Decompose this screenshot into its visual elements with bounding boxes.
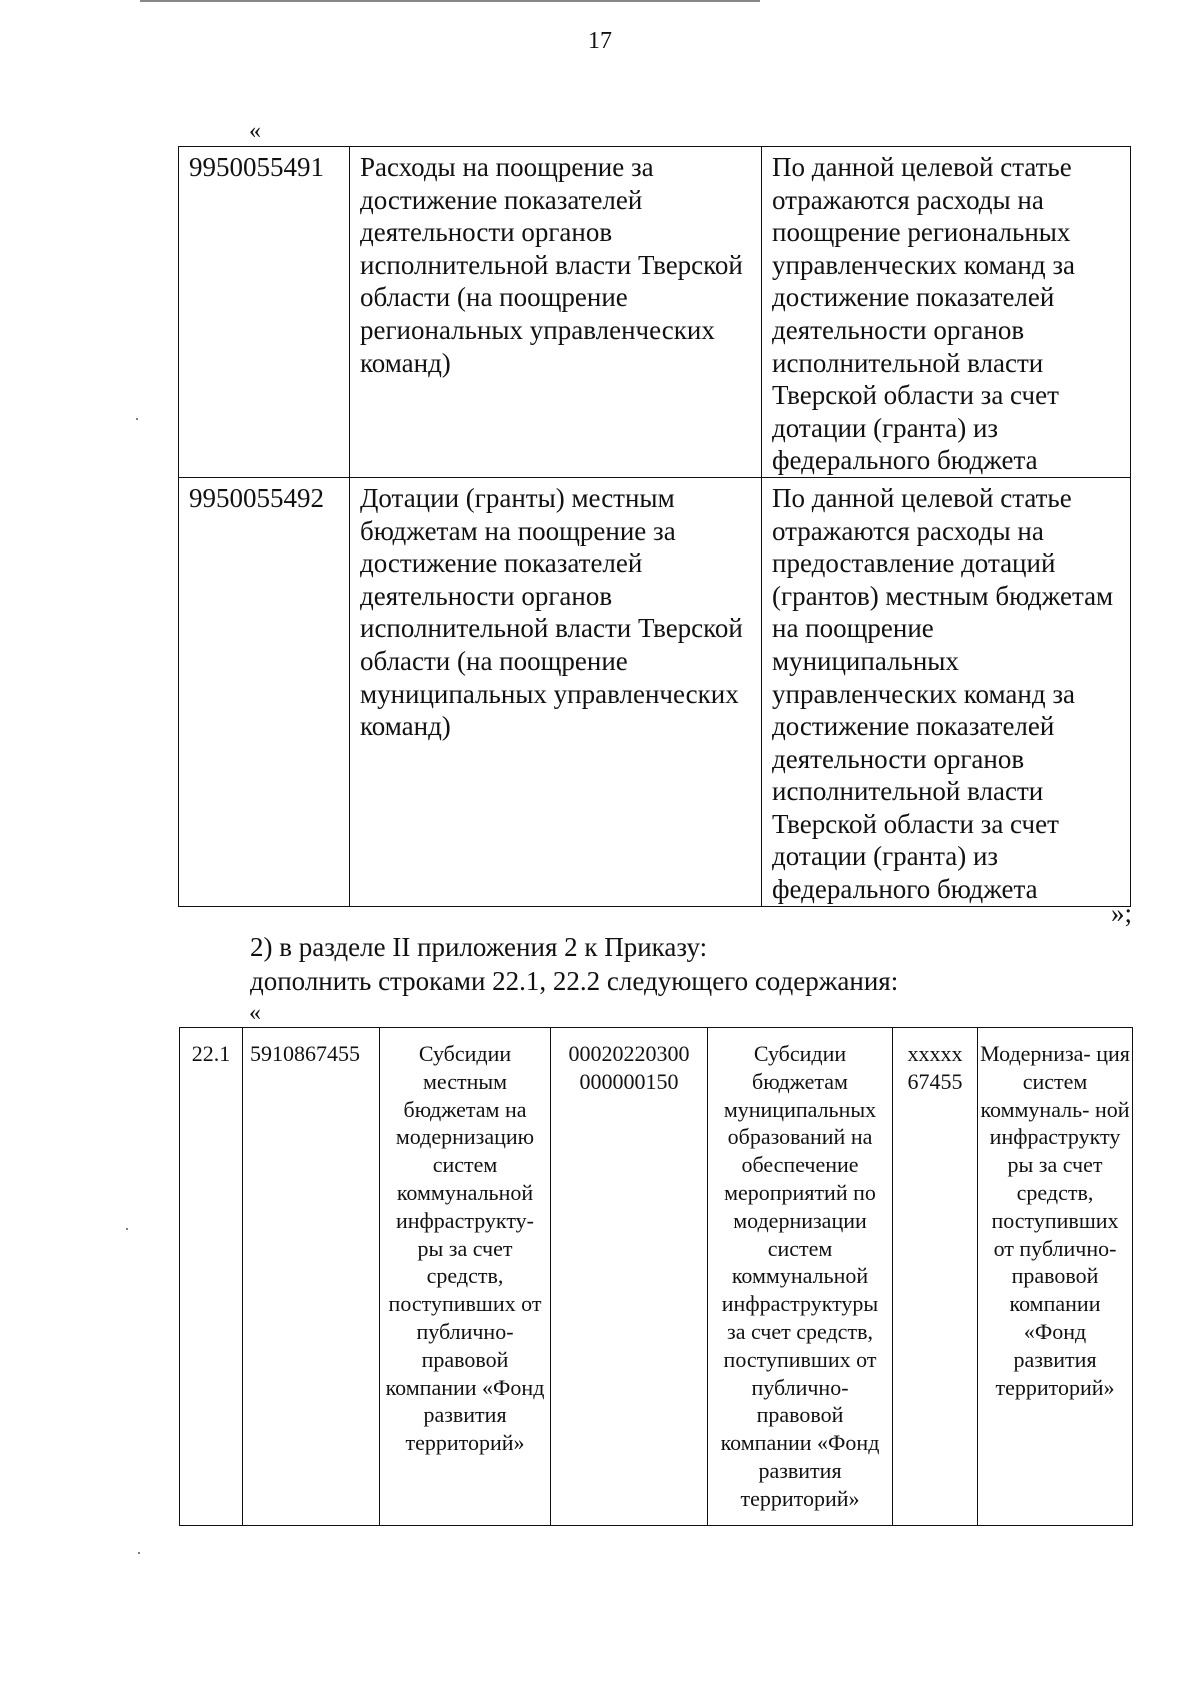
article-code: 9950055491 — [179, 147, 350, 478]
close-quote: »; — [1110, 898, 1132, 928]
purpose-name: Модерниза- ция систем коммуналь- ной инфраструкту ры за счет средств, поступивших от публично- правовой компании «Фонд развития территорий» — [978, 1028, 1133, 1526]
table-row — [180, 1028, 1133, 1526]
article-description: Расходы на поощрение за достижение показателей деятельности органов исполнительной власти Тверской области (на поощрение региональных управленческих команд) — [350, 147, 762, 478]
scan-speck — [126, 1228, 128, 1230]
article-note: По данной целевой статье отражаются расходы на поощрение региональных управленческих команд за достижение показателей деятельности органов исполнительной власти Тверской области за счет дотации (гранта) из федерального бюджета — [762, 147, 1131, 478]
paragraph-add-rows: дополнить строками 22.1, 22.2 следующего содержания: — [250, 966, 899, 996]
income-code: 00020220300 000000150 — [551, 1028, 708, 1526]
scan-speck — [138, 1552, 140, 1554]
open-quote-table1: « — [249, 118, 261, 144]
income-name: Субсидии бюджетам муниципальных образований на обеспечение мероприятий по модернизации систем коммунальной инфраструктуры за счет средств, поступивших от публично- правовой компании «Фонд развития территорий» — [708, 1028, 893, 1526]
table-row — [179, 147, 1131, 478]
expense-code: 5910867455 — [243, 1028, 380, 1526]
subsidy-rows-table — [179, 1027, 1133, 1526]
article-note: По данной целевой статье отражаются расходы на предоставление дотаций (грантов) местным бюджетам на поощрение муниципальных управленческих команд за достижение показателей деятельности органов исполнительной власти Тверской области за счет дотации (гранта) из федерального бюджета — [762, 477, 1131, 906]
subsidy-name: Субсидии местным бюджетам на модернизацию систем коммунальной инфраструкту- ры за счет средств, поступивших от публично- правовой компании «Фонд развития территорий» — [380, 1028, 551, 1526]
target-code: xxxxx 67455 — [893, 1028, 978, 1526]
table-row — [179, 477, 1131, 906]
page-number: 17 — [588, 28, 612, 54]
article-code: 9950055492 — [179, 477, 350, 906]
row-number: 22.1 — [180, 1028, 243, 1526]
paragraph-section-ref: 2) в разделе II приложения 2 к Приказу: — [250, 932, 708, 962]
targeted-articles-table — [178, 146, 1131, 907]
article-description: Дотации (гранты) местным бюджетам на поощрение за достижение показателей деятельности органов исполнительной власти Тверской области (на поощрение муниципальных управленческих команд) — [350, 477, 762, 906]
scan-edge-line — [140, 0, 760, 2]
scan-speck — [136, 418, 138, 420]
open-quote-table2: « — [249, 1000, 261, 1026]
